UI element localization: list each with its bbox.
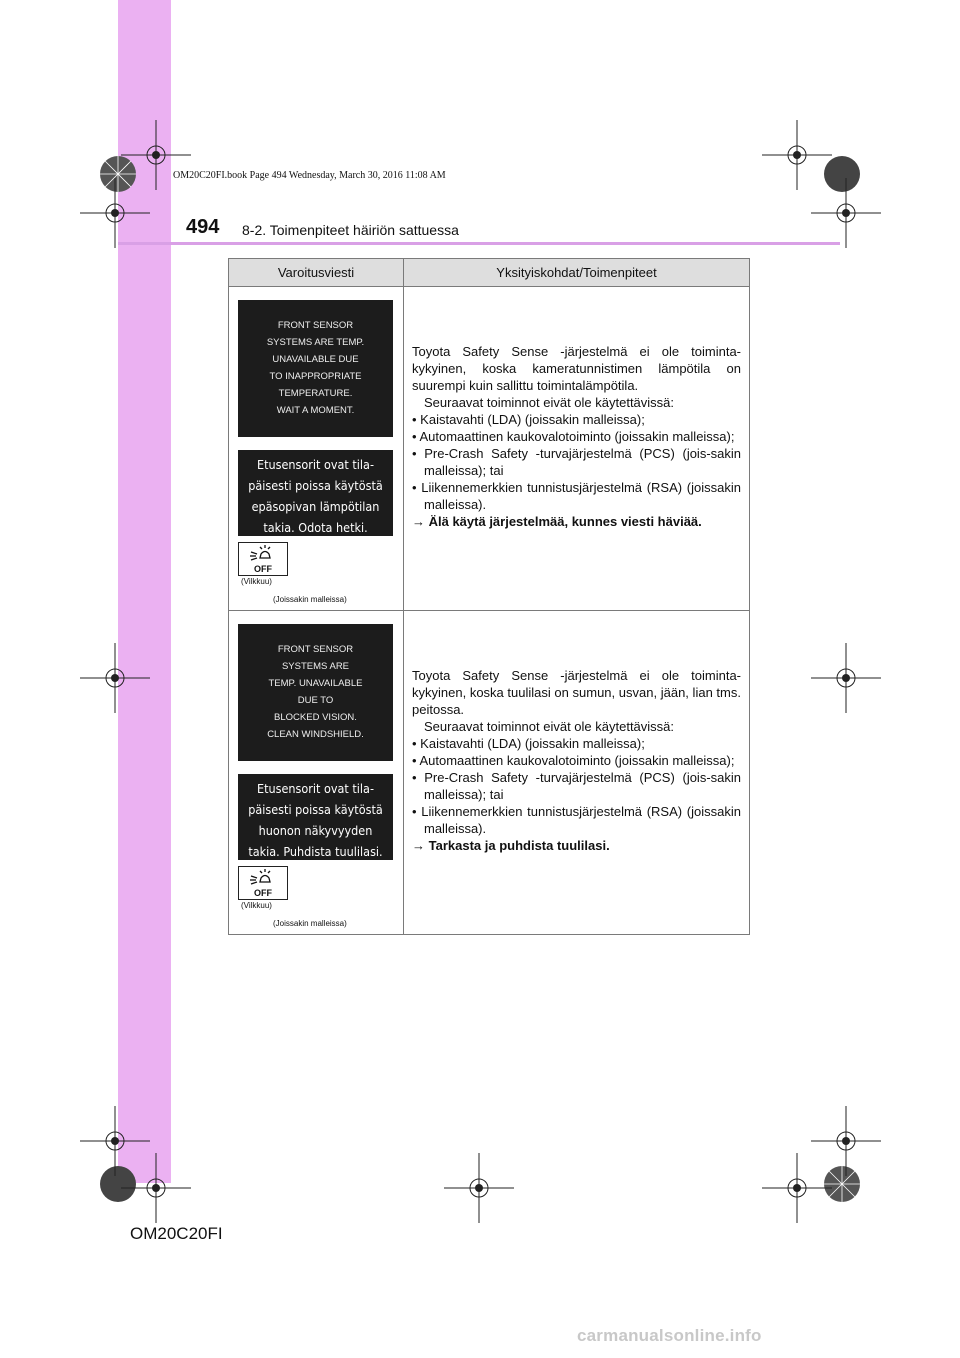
- header-rule: [118, 242, 840, 245]
- sub-heading: Seuraavat toiminnot eivät ole käytettävissä:: [424, 719, 675, 734]
- models-label: (Joissakin malleissa): [273, 595, 347, 604]
- list-item: • Kaistavahti (LDA) (joissakin malleissa);: [412, 412, 645, 427]
- svg-text:OFF: OFF: [254, 888, 272, 898]
- document-code: OM20C20FI: [130, 1224, 223, 1243]
- list-item: • Pre-Crash Safety -turvajärjestelmä (PCS) (jois-sakin malleissa); tai: [412, 446, 741, 478]
- registration-crosshair-icon: [811, 178, 881, 248]
- models-label: (Joissakin malleissa): [273, 919, 347, 928]
- display-message-english: FRONT SENSOR SYSTEMS ARE TEMP. UNAVAILABLE DUE TO INAPPROPRIATE TEMPERATURE. WAIT A MOMENT.: [238, 300, 393, 437]
- display-message-finnish: Etusensorit ovat tila- päisesti poissa käytöstä huonon näkyvyyden takia. Puhdista tuulilasi.: [238, 774, 393, 860]
- unavailable-functions-list: [412, 411, 741, 513]
- sub-heading: Seuraavat toiminnot eivät ole käytettävissä:: [424, 395, 675, 410]
- action-text: → Älä käytä järjestelmää, kunnes viesti häviää.: [412, 514, 702, 529]
- registration-crosshair-icon: [444, 1153, 514, 1223]
- details-cell: [404, 287, 750, 611]
- details-cell: [404, 611, 750, 935]
- table-row: [229, 287, 750, 611]
- table-row: [229, 611, 750, 935]
- list-item: • Automaattinen kaukovalotoiminto (joissakin malleissa);: [412, 429, 735, 444]
- column-header-details: Yksityiskohdat/Toimenpiteet: [404, 259, 750, 287]
- list-item: • Liikennemerkkien tunnistusjärjestelmä (RSA) (joissakin malleissa).: [412, 804, 741, 836]
- pcs-off-warning-icon: [238, 866, 288, 900]
- registration-crosshair-icon: [121, 1153, 191, 1223]
- section-title: 8-2. Toimenpiteet häiriön sattuessa: [242, 222, 459, 238]
- print-info: OM20C20FI.book Page 494 Wednesday, March 30, 2016 11:08 AM: [173, 170, 446, 181]
- watermark: carmanualsonline.info: [577, 1326, 762, 1345]
- registration-crosshair-icon: [762, 1153, 832, 1223]
- registration-crosshair-icon: [811, 643, 881, 713]
- pcs-off-warning-icon: [238, 542, 288, 576]
- column-header-message: Varoitusviesti: [229, 259, 404, 287]
- blink-label: (Vilkkuu): [241, 577, 272, 586]
- list-item: • Pre-Crash Safety -turvajärjestelmä (PCS) (jois-sakin malleissa); tai: [412, 770, 741, 802]
- message-cell: [229, 287, 404, 611]
- description-text: Toyota Safety Sense -järjestelmä ei ole toiminta-kykyinen, koska tuulilasi on sumun, usvan, jään, lian tms. peitossa.: [412, 668, 741, 717]
- list-item: • Automaattinen kaukovalotoiminto (joissakin malleissa);: [412, 753, 735, 768]
- action-text: → Tarkasta ja puhdista tuulilasi.: [412, 838, 610, 853]
- table-header-row: [229, 259, 750, 287]
- list-item: • Kaistavahti (LDA) (joissakin malleissa);: [412, 736, 645, 751]
- registration-crosshair-icon: [80, 643, 150, 713]
- description-text: Toyota Safety Sense -järjestelmä ei ole toiminta-kykyinen, koska kameratunnistimen lämpötila on suurempi kuin sallittu toimintalämpötila.: [412, 344, 741, 393]
- unavailable-functions-list: [412, 735, 741, 837]
- warning-message-table: [228, 258, 750, 935]
- page-number: 494: [186, 216, 220, 238]
- display-message-english: FRONT SENSOR SYSTEMS ARE TEMP. UNAVAILABLE DUE TO BLOCKED VISION. CLEAN WINDSHIELD.: [238, 624, 393, 761]
- registration-crosshair-icon: [121, 120, 191, 190]
- message-cell: [229, 611, 404, 935]
- svg-text:OFF: OFF: [254, 564, 272, 574]
- list-item: • Liikennemerkkien tunnistusjärjestelmä (RSA) (joissakin malleissa).: [412, 480, 741, 512]
- blink-label: (Vilkkuu): [241, 901, 272, 910]
- display-message-finnish: Etusensorit ovat tila- päisesti poissa käytöstä epäsopivan lämpötilan takia. Odota hetki.: [238, 450, 393, 536]
